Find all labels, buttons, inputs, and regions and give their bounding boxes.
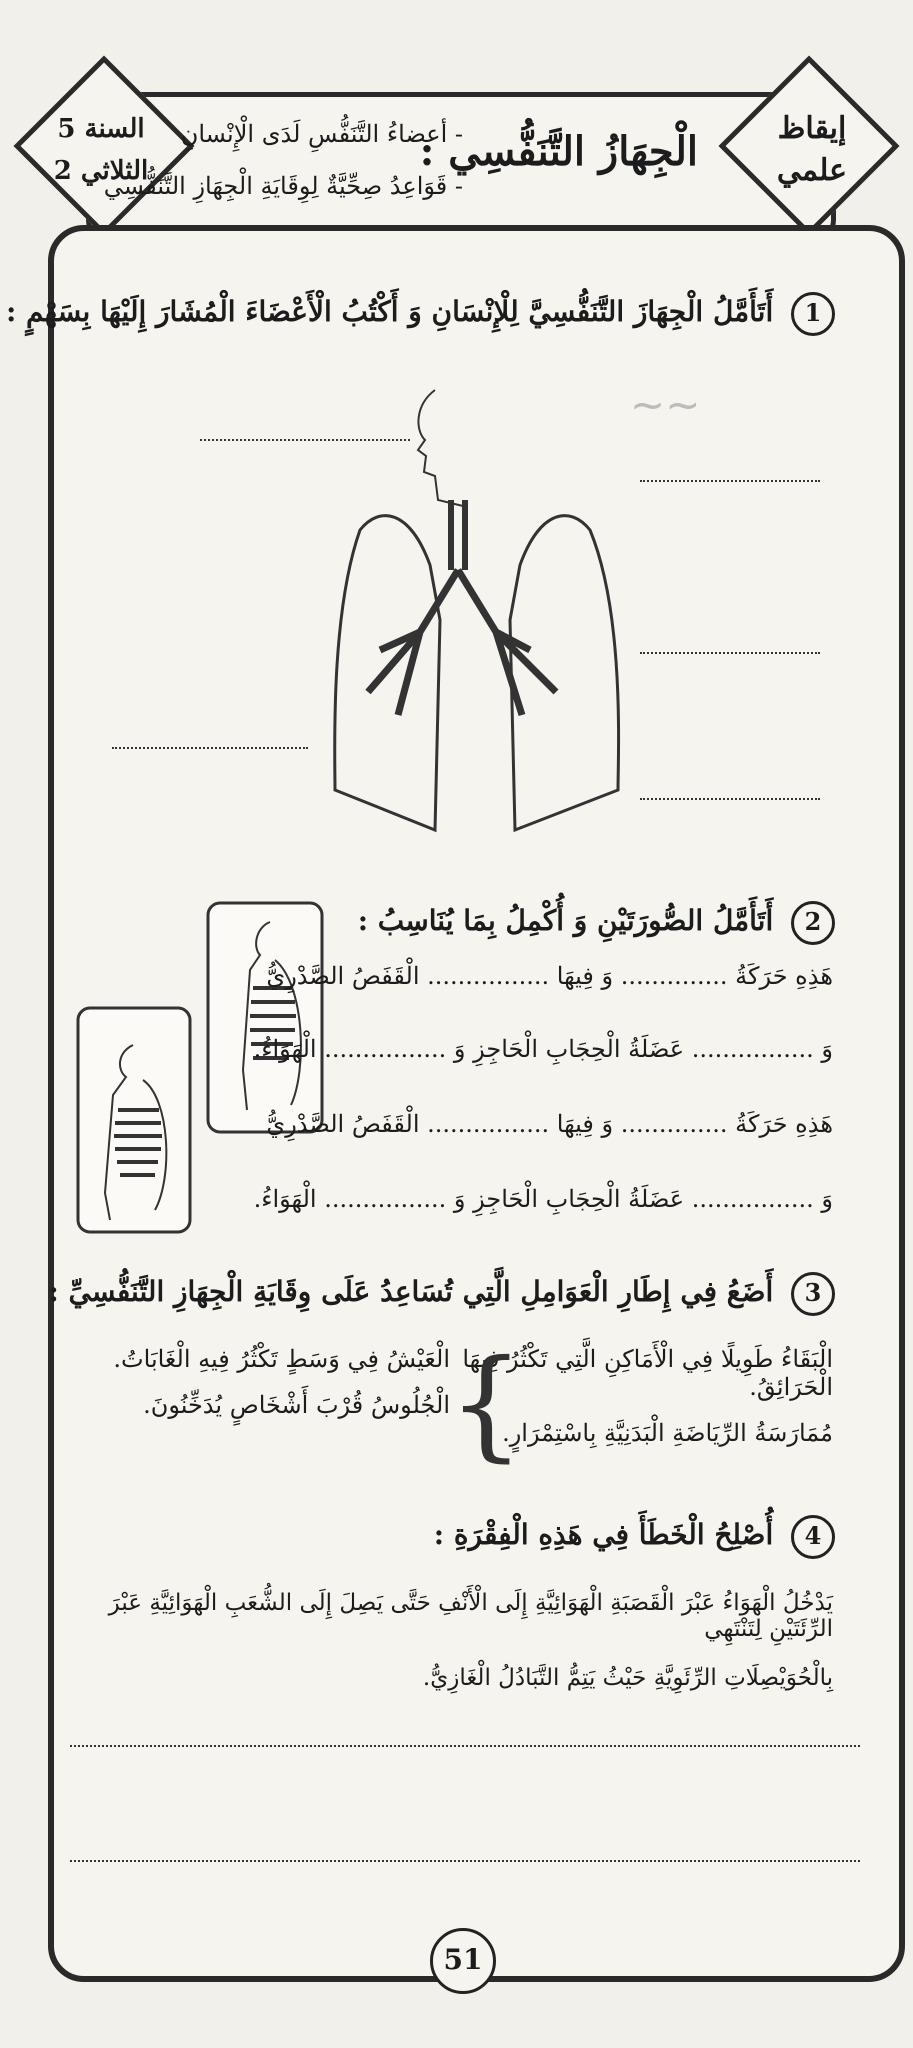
question-2-number: 2 <box>791 901 835 945</box>
question-1-number: 1 <box>791 292 835 336</box>
question-4 <box>434 1515 835 1559</box>
q3-left-item-1[interactable]: الْعَيْشُ فِي وَسَطٍ تَكْثُرُ فِيهِ الْغَابَاتُ. <box>113 1345 450 1373</box>
q4-answer-line-1[interactable] <box>70 1745 860 1747</box>
q3-right-item-1[interactable]: الْبَقَاءُ طَوِيلًا فِي الْأَمَاكِنِ الَّتِي تَكْثُرُ فِيهَا الْحَرَائِقُ. <box>462 1345 833 1401</box>
page-number: 51 <box>430 1928 496 1994</box>
question-2 <box>358 901 835 945</box>
q3-right-item-2[interactable]: مُمَارَسَةُ الرِّيَاضَةِ الْبَدَنِيَّةِ بِاسْتِمْرَارٍ. <box>502 1419 833 1447</box>
question-2-text: أَتَأَمَّلُ الصُّورَتَيْنِ وَ أُكْمِلُ بِمَا يُنَاسِبُ : <box>357 904 774 937</box>
brace-separator: } <box>448 1335 525 1474</box>
question-3-number: 3 <box>791 1272 835 1316</box>
level-badge-text: السنة 5 الثلاثي 2 <box>53 114 149 186</box>
question-4-text: أُصْلِحُ الْخَطَأَ فِي هَذِهِ الْفِقْرَةِ : <box>433 1518 774 1551</box>
q3-left-column <box>70 1345 450 1437</box>
q2-line-3[interactable]: هَذِهِ حَرَكَةُ .............. وَ فِيهَا ................ الْقَفَصُ الصَّدْرِيُّ <box>266 1110 833 1138</box>
answer-line-1[interactable] <box>200 439 410 441</box>
lesson-2: - قَوَاعِدُ صِحِّيَّةٌ لِوِقَايَةِ الْجِهَازِ التَّنَفُّسِي <box>103 172 463 200</box>
q4-paragraph-line-2: بِالْحُوَيْصِلَاتِ الرِّئَوِيَّةِ حَيْثُ يَتِمُّ التَّبَادُلُ الْغَازِيُّ. <box>422 1665 833 1691</box>
q2-line-4[interactable]: وَ ................ عَضَلَةُ الْحِجَابِ الْحَاجِزِ وَ ................ الْهَوَاءُ. <box>253 1185 833 1213</box>
respiratory-system-diagram <box>320 370 630 890</box>
q2-line-2[interactable]: وَ ................ عَضَلَةُ الْحِجَابِ الْحَاجِزِ وَ ................ الْهَوَاءُ. <box>253 1035 833 1063</box>
answer-line-3[interactable] <box>640 652 820 654</box>
question-4-number: 4 <box>791 1515 835 1559</box>
handwriting-mark: ~~ <box>630 380 701 429</box>
answer-line-5[interactable] <box>640 798 820 800</box>
q4-paragraph-line-1: يَدْخُلُ الْهَوَاءُ عَبْرَ الْقَصَبَةِ الْهَوَائِيَّةِ إِلَى الْأَنْفِ حَتَّى يَصِلَ إِلَى الشُّعَبِ الْهَوَائِيَّةِ عَبْرَ الرِّئَتَيْنِ لِتَنْتَهِي <box>108 1590 833 1642</box>
q3-left-item-2[interactable]: الْجُلُوسُ قُرْبَ أَشْخَاصٍ يُدَخِّنُونَ. <box>143 1391 450 1419</box>
question-1 <box>6 292 835 336</box>
q4-answer-line-2[interactable] <box>70 1860 860 1862</box>
lesson-1: - أعضاءُ التَّنَفُّسِ لَدَى الْإِنْسانِ <box>180 120 463 148</box>
answer-line-4[interactable] <box>112 747 308 749</box>
subject-badge-text: إيقاظ علمي <box>776 111 848 188</box>
unit-title: الْجِهَازُ التَّنَفُّسِي : <box>419 128 698 175</box>
q2-line-1[interactable]: هَذِهِ حَرَكَةُ .............. وَ فِيهَا ................ الْقَفَصُ الصَّدْرِيُّ <box>266 962 833 990</box>
question-1-text: أَتَأَمَّلُ الْجِهَازَ التَّنَفُّسِيَّ لِلْإِنْسَانِ وَ أَكْتُبُ الْأَعْضَاءَ الْمُشَارَ إِلَيْهَا بِسَهْمٍ : <box>5 295 774 328</box>
exhalation-figure <box>75 1005 193 1235</box>
answer-line-2[interactable] <box>640 480 820 482</box>
inhalation-figure <box>205 900 325 1135</box>
question-3 <box>48 1272 835 1316</box>
question-3-text: أَضَعُ فِي إِطَارِ الْعَوَامِلِ الَّتِي تُسَاعِدُ عَلَى وِقَايَةِ الْجِهَازِ التَّنَفُّسِيِّ : <box>48 1275 774 1308</box>
